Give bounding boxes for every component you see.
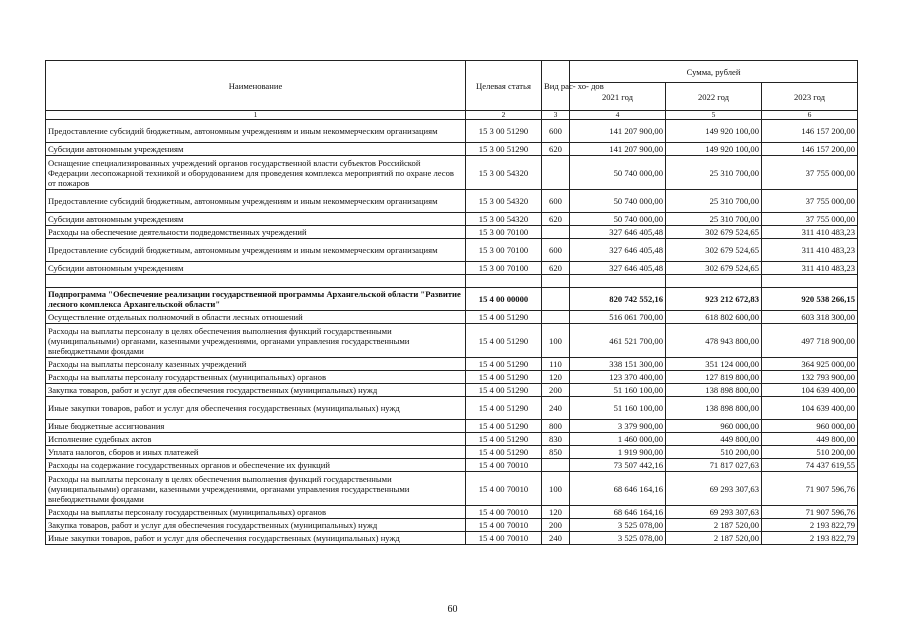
row-sum-2022: 510 200,00 xyxy=(666,446,762,459)
table-row xyxy=(46,275,858,288)
row-sum-2022: 127 819 800,00 xyxy=(666,371,762,384)
row-sum-2021: 327 646 405,48 xyxy=(570,226,666,239)
row-sum-2021: 123 370 400,00 xyxy=(570,371,666,384)
row-target-article: 15 3 00 54320 xyxy=(466,213,542,226)
row-sum-2022: 2 187 520,00 xyxy=(666,532,762,545)
row-sum-2021: 50 740 000,00 xyxy=(570,190,666,213)
row-sum-2021: 327 646 405,48 xyxy=(570,262,666,275)
row-expense-type: 620 xyxy=(542,143,570,156)
row-sum-2021: 141 207 900,00 xyxy=(570,120,666,143)
row-name: Субсидии автономным учреждениям xyxy=(46,143,466,156)
row-name: Расходы на обеспечение деятельности подведомственных учреждений xyxy=(46,226,466,239)
budget-table xyxy=(45,60,858,545)
row-sum-2023: 71 907 596,76 xyxy=(762,472,858,506)
row-name: Предоставление субсидий бюджетным, автономным учреждениям и иным некоммерческим организациям xyxy=(46,190,466,213)
row-sum-2022: 149 920 100,00 xyxy=(666,120,762,143)
row-sum-2022: 302 679 524,65 xyxy=(666,226,762,239)
row-target-article: 15 4 00 51290 xyxy=(466,446,542,459)
row-target-article: 15 4 00 51290 xyxy=(466,397,542,420)
row-name: Осуществление отдельных полномочий в области лесных отношений xyxy=(46,311,466,324)
row-expense-type: 800 xyxy=(542,420,570,433)
row-expense-type: 240 xyxy=(542,532,570,545)
row-expense-type: 200 xyxy=(542,519,570,532)
row-target-article: 15 4 00 70010 xyxy=(466,506,542,519)
row-name: Закупка товаров, работ и услуг для обеспечения государственных (муниципальных) нужд xyxy=(46,519,466,532)
table-row xyxy=(46,433,858,446)
row-name: Предоставление субсидий бюджетным, автономным учреждениям и иным некоммерческим организациям xyxy=(46,239,466,262)
row-name: Расходы на выплаты персоналу государственных (муниципальных) органов xyxy=(46,371,466,384)
row-target-article: 15 3 00 51290 xyxy=(466,120,542,143)
row-name: Оснащение специализированных учреждений органов государственной власти субъектов Российской Федерации лесопожарной техникой и оборудованием для проведения комплекса мероприятий по охране лесов от пожаров xyxy=(46,156,466,190)
table-row xyxy=(46,358,858,371)
table-row xyxy=(46,384,858,397)
table-row xyxy=(46,472,858,506)
row-name: Исполнение судебных актов xyxy=(46,433,466,446)
row-sum-2022: 923 212 672,83 xyxy=(666,288,762,311)
row-target-article: 15 4 00 51290 xyxy=(466,371,542,384)
row-sum-2022: 69 293 307,63 xyxy=(666,506,762,519)
row-expense-type: 600 xyxy=(542,120,570,143)
row-sum-2023: 510 200,00 xyxy=(762,446,858,459)
row-target-article: 15 3 00 70100 xyxy=(466,262,542,275)
column-index: 2 xyxy=(466,111,542,120)
row-sum-2021: 338 151 300,00 xyxy=(570,358,666,371)
row-target-article: 15 4 00 51290 xyxy=(466,311,542,324)
row-name: Расходы на выплаты персоналу государственных (муниципальных) органов xyxy=(46,506,466,519)
row-target-article: 15 4 00 51290 xyxy=(466,384,542,397)
row-sum-2022 xyxy=(666,275,762,288)
row-name: Предоставление субсидий бюджетным, автономным учреждениям и иным некоммерческим организациям xyxy=(46,120,466,143)
row-expense-type xyxy=(542,275,570,288)
row-target-article: 15 4 00 51290 xyxy=(466,324,542,358)
table-row xyxy=(46,311,858,324)
row-target-article: 15 4 00 70010 xyxy=(466,459,542,472)
row-sum-2023: 37 755 000,00 xyxy=(762,190,858,213)
table-row xyxy=(46,120,858,143)
row-target-article: 15 4 00 70010 xyxy=(466,532,542,545)
table-row xyxy=(46,371,858,384)
row-sum-2022: 138 898 800,00 xyxy=(666,384,762,397)
row-target-article: 15 3 00 54320 xyxy=(466,190,542,213)
row-sum-2023: 960 000,00 xyxy=(762,420,858,433)
row-target-article: 15 3 00 70100 xyxy=(466,226,542,239)
page-number: 60 xyxy=(447,604,458,615)
row-sum-2021: 50 740 000,00 xyxy=(570,213,666,226)
table-row xyxy=(46,532,858,545)
row-name: Закупка товаров, работ и услуг для обеспечения государственных (муниципальных) нужд xyxy=(46,384,466,397)
table-row xyxy=(46,397,858,420)
row-sum-2023: 364 925 000,00 xyxy=(762,358,858,371)
row-sum-2023: 603 318 300,00 xyxy=(762,311,858,324)
row-target-article: 15 4 00 51290 xyxy=(466,358,542,371)
row-target-article: 15 3 00 54320 xyxy=(466,156,542,190)
row-sum-2022: 449 800,00 xyxy=(666,433,762,446)
row-sum-2021: 820 742 552,16 xyxy=(570,288,666,311)
row-sum-2022: 302 679 524,65 xyxy=(666,239,762,262)
row-target-article: 15 4 00 70010 xyxy=(466,519,542,532)
row-sum-2023: 2 193 822,79 xyxy=(762,532,858,545)
table-row xyxy=(46,190,858,213)
row-expense-type: 240 xyxy=(542,397,570,420)
row-name: Субсидии автономным учреждениям xyxy=(46,262,466,275)
row-sum-2023: 920 538 266,15 xyxy=(762,288,858,311)
header-name: Наименование xyxy=(46,61,466,111)
row-name xyxy=(46,275,466,288)
table-row xyxy=(46,213,858,226)
table-row xyxy=(46,324,858,358)
row-sum-2022: 960 000,00 xyxy=(666,420,762,433)
row-sum-2022: 149 920 100,00 xyxy=(666,143,762,156)
row-target-article: 15 4 00 70010 xyxy=(466,472,542,506)
table-row xyxy=(46,288,858,311)
row-sum-2021 xyxy=(570,275,666,288)
row-name: Субсидии автономным учреждениям xyxy=(46,213,466,226)
row-name: Расходы на выплаты персоналу в целях обеспечения выполнения функций государственными (муниципальными) органами, казенными учреждениями, органами управления государственными внебюджетными фондами xyxy=(46,324,466,358)
row-target-article: 15 3 00 70100 xyxy=(466,239,542,262)
table-row xyxy=(46,420,858,433)
row-sum-2021: 68 646 164,16 xyxy=(570,472,666,506)
row-sum-2021: 50 740 000,00 xyxy=(570,156,666,190)
row-sum-2021: 461 521 700,00 xyxy=(570,324,666,358)
row-name: Иные закупки товаров, работ и услуг для обеспечения государственных (муниципальных) нужд xyxy=(46,397,466,420)
table-row xyxy=(46,506,858,519)
row-sum-2021: 3 379 900,00 xyxy=(570,420,666,433)
table-row xyxy=(46,156,858,190)
row-sum-2022: 138 898 800,00 xyxy=(666,397,762,420)
row-name: Уплата налогов, сборов и иных платежей xyxy=(46,446,466,459)
row-sum-2023: 449 800,00 xyxy=(762,433,858,446)
column-index: 4 xyxy=(570,111,666,120)
table-row xyxy=(46,446,858,459)
row-expense-type: 830 xyxy=(542,433,570,446)
table-body xyxy=(46,120,858,545)
row-expense-type: 620 xyxy=(542,213,570,226)
row-name: Расходы на содержание государственных органов и обеспечение их функций xyxy=(46,459,466,472)
header-year-2022: 2022 год xyxy=(666,83,762,111)
row-sum-2023: 311 410 483,23 xyxy=(762,239,858,262)
row-target-article: 15 4 00 51290 xyxy=(466,420,542,433)
row-sum-2023: 497 718 900,00 xyxy=(762,324,858,358)
table-row xyxy=(46,239,858,262)
row-expense-type: 110 xyxy=(542,358,570,371)
row-name: Подпрограмма "Обеспечение реализации государственной программы Архангельской области "Развитие лесного комплекса Архангельской области" xyxy=(46,288,466,311)
row-expense-type xyxy=(542,288,570,311)
row-sum-2022: 25 310 700,00 xyxy=(666,156,762,190)
row-sum-2023: 104 639 400,00 xyxy=(762,397,858,420)
row-name: Иные закупки товаров, работ и услуг для обеспечения государственных (муниципальных) нужд xyxy=(46,532,466,545)
row-sum-2021: 51 160 100,00 xyxy=(570,397,666,420)
row-sum-2022: 2 187 520,00 xyxy=(666,519,762,532)
row-expense-type: 620 xyxy=(542,262,570,275)
row-expense-type: 100 xyxy=(542,324,570,358)
row-expense-type: 100 xyxy=(542,472,570,506)
row-target-article: 15 4 00 51290 xyxy=(466,433,542,446)
row-sum-2021: 3 525 078,00 xyxy=(570,519,666,532)
header-year-2021: 2021 год xyxy=(570,83,666,111)
row-sum-2021: 73 507 442,16 xyxy=(570,459,666,472)
row-sum-2023: 37 755 000,00 xyxy=(762,156,858,190)
row-sum-2023: 104 639 400,00 xyxy=(762,384,858,397)
row-expense-type: 850 xyxy=(542,446,570,459)
row-sum-2023: 146 157 200,00 xyxy=(762,143,858,156)
row-sum-2021: 68 646 164,16 xyxy=(570,506,666,519)
column-index: 5 xyxy=(666,111,762,120)
row-sum-2021: 1 919 900,00 xyxy=(570,446,666,459)
column-index: 1 xyxy=(46,111,466,120)
table-row xyxy=(46,262,858,275)
table-row xyxy=(46,143,858,156)
row-expense-type: 200 xyxy=(542,384,570,397)
row-sum-2023: 146 157 200,00 xyxy=(762,120,858,143)
row-sum-2022: 25 310 700,00 xyxy=(666,190,762,213)
row-expense-type: 600 xyxy=(542,239,570,262)
row-sum-2021: 327 646 405,48 xyxy=(570,239,666,262)
header-expense-type: Вид рас- хо- дов xyxy=(542,61,570,111)
column-index: 6 xyxy=(762,111,858,120)
row-expense-type xyxy=(542,156,570,190)
column-index: 3 xyxy=(542,111,570,120)
row-sum-2023: 74 437 619,55 xyxy=(762,459,858,472)
row-expense-type xyxy=(542,459,570,472)
row-target-article: 15 3 00 51290 xyxy=(466,143,542,156)
row-sum-2023: 2 193 822,79 xyxy=(762,519,858,532)
row-expense-type xyxy=(542,311,570,324)
row-sum-2023: 71 907 596,76 xyxy=(762,506,858,519)
row-name: Расходы на выплаты персоналу казенных учреждений xyxy=(46,358,466,371)
row-sum-2023: 132 793 900,00 xyxy=(762,371,858,384)
row-target-article xyxy=(466,275,542,288)
row-sum-2022: 351 124 000,00 xyxy=(666,358,762,371)
row-sum-2021: 1 460 000,00 xyxy=(570,433,666,446)
row-name: Расходы на выплаты персоналу в целях обеспечения выполнения функций государственными (муниципальными) органами, казенными учреждениями, органами управления государственными внебюджетными фондами xyxy=(46,472,466,506)
row-expense-type: 120 xyxy=(542,506,570,519)
header-target-article: Целевая статья xyxy=(466,61,542,111)
table-row xyxy=(46,459,858,472)
column-index-row xyxy=(46,111,858,120)
row-sum-2023: 311 410 483,23 xyxy=(762,226,858,239)
row-sum-2022: 478 943 800,00 xyxy=(666,324,762,358)
table-row xyxy=(46,226,858,239)
row-sum-2021: 3 525 078,00 xyxy=(570,532,666,545)
row-sum-2022: 69 293 307,63 xyxy=(666,472,762,506)
row-sum-2022: 71 817 027,63 xyxy=(666,459,762,472)
row-sum-2022: 25 310 700,00 xyxy=(666,213,762,226)
row-sum-2021: 51 160 100,00 xyxy=(570,384,666,397)
row-expense-type: 120 xyxy=(542,371,570,384)
header-sum: Сумма, рублей xyxy=(570,61,858,83)
row-sum-2022: 302 679 524,65 xyxy=(666,262,762,275)
header-year-2023: 2023 год xyxy=(762,83,858,111)
row-name: Иные бюджетные ассигнования xyxy=(46,420,466,433)
row-expense-type: 600 xyxy=(542,190,570,213)
row-sum-2023 xyxy=(762,275,858,288)
row-sum-2023: 311 410 483,23 xyxy=(762,262,858,275)
row-sum-2021: 141 207 900,00 xyxy=(570,143,666,156)
row-sum-2023: 37 755 000,00 xyxy=(762,213,858,226)
row-sum-2021: 516 061 700,00 xyxy=(570,311,666,324)
row-target-article: 15 4 00 00000 xyxy=(466,288,542,311)
row-sum-2022: 618 802 600,00 xyxy=(666,311,762,324)
row-expense-type xyxy=(542,226,570,239)
table-row xyxy=(46,519,858,532)
